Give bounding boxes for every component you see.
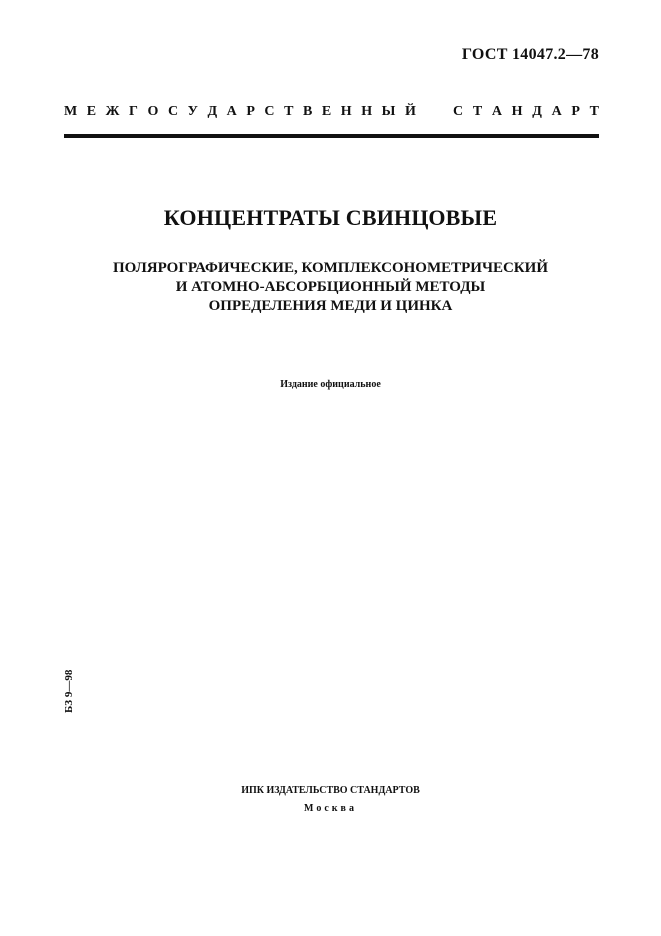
heading-letter: О bbox=[147, 104, 159, 119]
heading-letter: В bbox=[302, 104, 313, 119]
subtitle-line: ПОЛЯРОГРАФИЧЕСКИЕ, КОМПЛЕКСОНОМЕТРИЧЕСКИЙ bbox=[112, 260, 549, 276]
heading-letter: А bbox=[226, 104, 237, 119]
heading-letter: А bbox=[551, 104, 562, 119]
heading-letter: Ы bbox=[381, 104, 396, 119]
header-divider bbox=[64, 134, 599, 138]
heading-letter: Д bbox=[532, 104, 542, 119]
standard-type-heading bbox=[64, 104, 599, 120]
heading-letter: Т bbox=[284, 104, 294, 119]
heading-letter: Е bbox=[321, 104, 332, 119]
heading-letter: С bbox=[264, 104, 275, 119]
standard-type-word-2 bbox=[453, 104, 599, 120]
heading-letter: С bbox=[453, 104, 464, 119]
heading-letter: Н bbox=[361, 104, 373, 119]
heading-letter: Н bbox=[511, 104, 523, 119]
heading-letter: Ж bbox=[105, 104, 120, 119]
heading-letter: А bbox=[491, 104, 502, 119]
heading-letter: Т bbox=[472, 104, 483, 119]
heading-letter: Е bbox=[86, 104, 97, 119]
heading-letter: Й bbox=[404, 104, 416, 119]
subtitle-line: И АТОМНО-АБСОРБЦИОННЫЙ МЕТОДЫ bbox=[175, 279, 486, 295]
document-number: ГОСТ 14047.2—78 bbox=[461, 46, 599, 63]
heading-letter: Р bbox=[571, 104, 580, 119]
document-subtitle bbox=[0, 259, 661, 316]
publisher-city: Москва bbox=[304, 803, 357, 814]
heading-letter: Т bbox=[589, 104, 599, 119]
heading-letter: Г bbox=[129, 104, 138, 119]
side-code: БЗ 9—98 bbox=[63, 669, 75, 713]
heading-letter: М bbox=[64, 104, 78, 119]
heading-letter: У bbox=[187, 104, 198, 119]
subtitle-line: ОПРЕДЕЛЕНИЯ МЕДИ И ЦИНКА bbox=[208, 298, 453, 314]
heading-letter: Н bbox=[340, 104, 352, 119]
standard-type-word-1 bbox=[64, 104, 416, 120]
edition-label: Издание официальное bbox=[280, 379, 381, 390]
publisher-name: ИПК ИЗДАТЕЛЬСТВО СТАНДАРТОВ bbox=[241, 785, 420, 796]
heading-letter: Р bbox=[246, 104, 255, 119]
document-title: КОНЦЕНТРАТЫ СВИНЦОВЫЕ bbox=[163, 205, 498, 230]
heading-letter: С bbox=[167, 104, 179, 119]
heading-letter: Д bbox=[207, 104, 218, 119]
